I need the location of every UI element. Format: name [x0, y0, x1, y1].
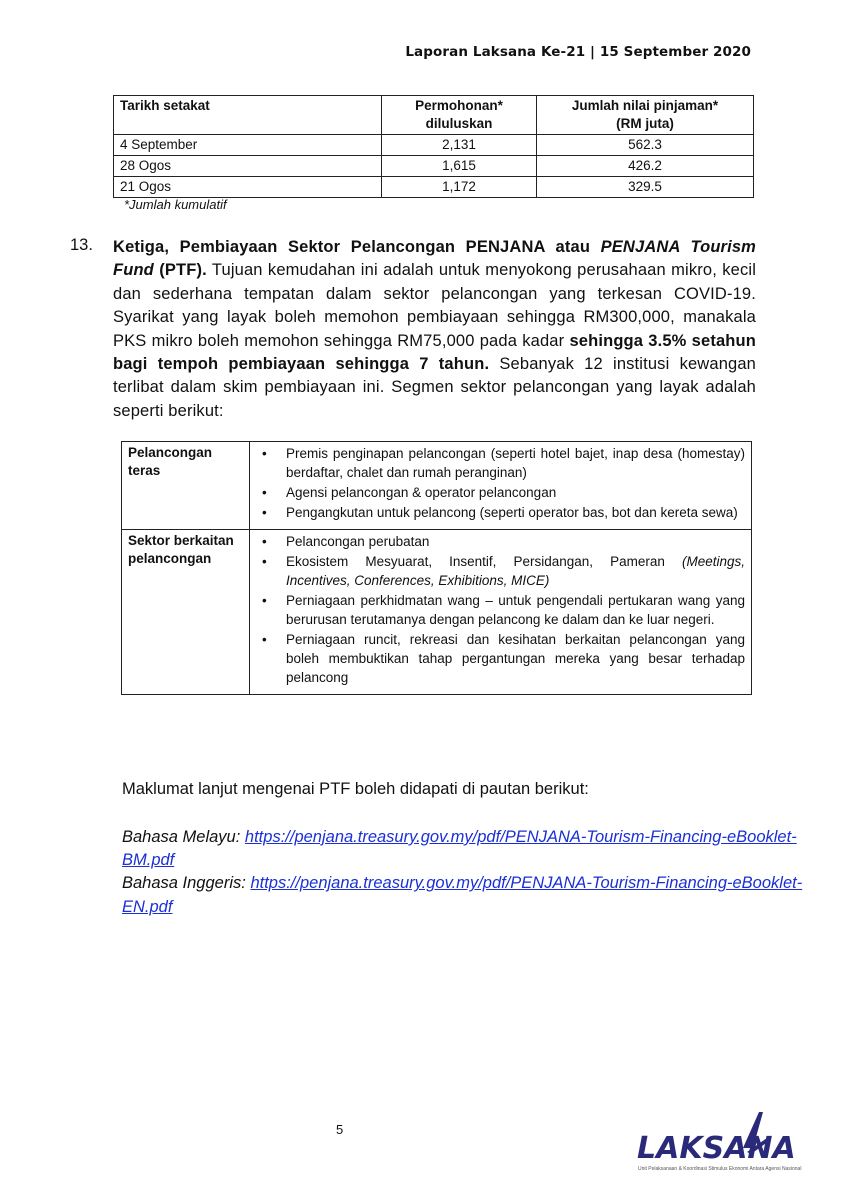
- cell-loan-value: 329.5: [537, 177, 754, 198]
- link-label: Bahasa Inggeris:: [122, 874, 246, 893]
- bullet-icon: •: [262, 534, 267, 549]
- list-item-text: Perniagaan runcit, rekreasi dan kesihatan berkaitan pelancongan yang boleh membuktikan tahap pergantungan mereka yang besar terhadap pelancong: [286, 632, 745, 685]
- list-item-text: Pelancongan perubatan: [286, 534, 430, 549]
- bullet-icon: •: [262, 554, 267, 569]
- para-bold-1: Ketiga, Pembiayaan Sektor Pelancongan PENJANA atau: [113, 238, 591, 256]
- table-row: [114, 135, 754, 156]
- list-item: [250, 503, 745, 522]
- bullet-icon: •: [262, 485, 267, 500]
- paragraph-number: 13.: [70, 236, 93, 254]
- bullet-icon: •: [262, 632, 267, 647]
- col-header-loan-value-line2: (RM juta): [616, 116, 674, 131]
- col-header-loan-value-line1: Jumlah nilai pinjaman*: [571, 98, 719, 113]
- table-footnote: *Jumlah kumulatif: [124, 197, 227, 212]
- list-item: [250, 630, 745, 687]
- para-bold-3: sehingga 3.5% setahun bagi tempoh pembiayaan sehingga 7 tahun.: [113, 331, 756, 374]
- segment-label: Pelancongan teras: [122, 442, 250, 530]
- link-label: Bahasa Melayu:: [122, 828, 241, 846]
- list-item-italic: (Meetings, Incentives, Conferences, Exhibitions, MICE): [286, 554, 745, 588]
- logo-text: LAKSANA: [637, 1131, 796, 1166]
- cell-loan-value: 426.2: [537, 156, 754, 177]
- cell-date: 21 Ogos: [114, 177, 382, 198]
- table-row: [114, 156, 754, 177]
- col-header-applications-line1: Permohonan*: [415, 98, 503, 113]
- col-header-date: Tarikh setakat: [114, 96, 382, 135]
- list-item: [250, 552, 745, 590]
- cell-applications: 1,615: [382, 156, 537, 177]
- segment-row: [122, 530, 752, 695]
- col-header-loan-value: [537, 96, 754, 135]
- cell-date: 28 Ogos: [114, 156, 382, 177]
- segment-items: [250, 530, 752, 695]
- list-item-text: Ekosistem Mesyuarat, Insentif, Persidangan, Pameran: [286, 554, 665, 569]
- para-bold-italic: PENJANA Tourism Fund: [113, 238, 756, 280]
- list-item-text: Perniagaan perkhidmatan wang – untuk pengendali pertukaran wang yang berurusan terutamanya dengan pelancong ke dalam dan ke luar negeri.: [286, 593, 745, 627]
- list-item-text: Pengangkutan untuk pelancong (seperti operator bas, bot dan kereta sewa): [286, 505, 738, 520]
- cell-applications: 2,131: [382, 135, 537, 156]
- cell-date: 4 September: [114, 135, 382, 156]
- link-bm[interactable]: https://penjana.treasury.gov.my/pdf/PENJANA-Tourism-Financing-eBooklet-BM.pdf: [122, 828, 797, 870]
- list-item-text: Premis penginapan pelancongan (seperti hotel bajet, inap desa (homestay) berdaftar, chalet dan rumah peranginan): [286, 446, 745, 480]
- applications-table: [113, 95, 754, 198]
- link-en[interactable]: https://penjana.treasury.gov.my/pdf/PENJANA-Tourism-Financing-eBooklet-EN.pdf: [122, 874, 803, 916]
- bullet-icon: •: [262, 505, 267, 520]
- paragraph-13: [113, 236, 756, 423]
- links-block: [122, 826, 844, 919]
- table-row: [114, 177, 754, 198]
- segment-label: Sektor berkaitan pelancongan: [122, 530, 250, 695]
- para-text-1: Tujuan kemudahan ini adalah untuk menyokong perusahaan mikro, kecil dan sederhana tempatan dalam sektor pelancongan yang terkesan COVID-19. Syarikat yang layak boleh memohon pembiayaan sehingga RM300,000, manakala PKS mikro boleh memohon sehingga RM75,000 pada kadar: [113, 261, 757, 350]
- col-header-applications: [382, 96, 537, 135]
- list-item: [250, 444, 745, 482]
- cell-applications: 1,172: [382, 177, 537, 198]
- segment-items: [250, 442, 752, 530]
- segment-row: [122, 442, 752, 530]
- page-number: 5: [336, 1122, 344, 1137]
- col-header-applications-line2: diluluskan: [425, 116, 493, 131]
- link-row-en: [122, 872, 844, 918]
- bullet-icon: •: [262, 593, 267, 608]
- para-bold-2: (PTF).: [159, 261, 207, 280]
- link-row-bm: [122, 826, 844, 872]
- bullet-icon: •: [262, 446, 267, 461]
- logo-subtitle: Unit Pelaksanaan & Koordinasi Stimulus Ekonomi Antara Agensi Nasional: [638, 1166, 802, 1172]
- list-item-text: Agensi pelancongan & operator pelancongan: [286, 485, 557, 500]
- list-item: [250, 483, 745, 502]
- para-text-2: Sebanyak 12 institusi kewangan terlibat dalam skim pembiayaan ini. Segmen sektor pelancongan yang layak adalah seperti berikut:: [113, 355, 757, 420]
- report-header: Laporan Laksana Ke-21 | 15 September 2020: [405, 44, 751, 60]
- tourism-segments-table: [121, 441, 752, 695]
- info-text: Maklumat lanjut mengenai PTF boleh didapati di pautan berikut:: [122, 780, 589, 798]
- cell-loan-value: 562.3: [537, 135, 754, 156]
- list-item: [250, 532, 745, 551]
- table-header-row: [114, 96, 754, 135]
- list-item: [250, 591, 745, 629]
